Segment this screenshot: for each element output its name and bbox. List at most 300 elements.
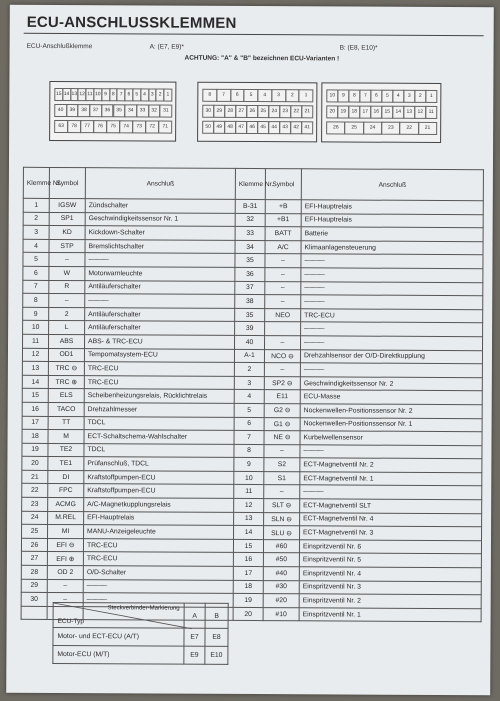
ecu-row (53, 645, 228, 664)
terminal-symbol: – (264, 363, 300, 377)
ecu-variant-a: E7 (184, 628, 205, 646)
terminal-connection: ECT-Magnetventil SLT (300, 499, 482, 514)
terminal-number: A-1 (234, 349, 264, 363)
terminal-number: 6 (234, 417, 264, 431)
ecu-type: Motor- und ECT-ECU (A/T) (53, 627, 184, 646)
terminal-number: 19 (233, 594, 263, 608)
terminal-symbol: 2 (49, 307, 85, 321)
terminal-connection: ——— (83, 593, 233, 607)
terminal-symbol: OD 2 (47, 565, 83, 579)
terminal-connection: ——— (83, 579, 233, 593)
connector-pin: 43 (279, 121, 291, 134)
connector-pin: 11 (425, 106, 437, 119)
terminal-number: 8 (234, 444, 264, 458)
terminal-symbol: ABS (49, 334, 85, 348)
terminal-connection: Antiläuferschalter (85, 307, 235, 321)
terminal-symbol: – (265, 336, 301, 350)
connector-block-1 (49, 81, 176, 142)
terminal-connection: Motorwarnleuchte (85, 267, 235, 281)
connector-pin: 13 (70, 88, 79, 101)
ecu-type-table (52, 602, 228, 665)
connector-pin: 15 (54, 88, 63, 101)
terminal-connection: Einspritzventil Nr. 1 (299, 608, 481, 623)
connector-pin: 12 (414, 106, 426, 119)
terminal-symbol: TT (48, 416, 84, 430)
connector-pin: 5 (132, 88, 141, 101)
connector-label: ECU-Anschlußklemme (26, 42, 93, 51)
connector-pin: 21 (418, 122, 437, 135)
terminal-connection: EFI-Hauptrelais (301, 213, 483, 228)
connector-pin: 25 (257, 105, 269, 118)
terminal-number: 7 (23, 280, 49, 294)
connector-pin: 9 (101, 88, 110, 101)
connector-pin: 36 (101, 104, 114, 117)
terminal-number: 22 (22, 484, 48, 498)
terminal-number: 4 (234, 390, 264, 404)
connector-pin: 42 (290, 121, 302, 134)
table-header-row (23, 167, 483, 200)
terminal-connection: Bremslichtschalter (85, 239, 235, 253)
terminal-symbol: EFI ⊖ (47, 538, 83, 552)
terminal-symbol: MI (48, 525, 84, 539)
variant-a-label: A: (E7, E9)* (149, 43, 184, 51)
terminal-symbol: E11 (264, 390, 300, 404)
terminal-symbol (265, 322, 301, 336)
terminal-connection: ECT-Magnetventil Nr. 2 (300, 458, 482, 473)
terminal-number: 18 (22, 429, 48, 443)
connector-pin: 14 (62, 88, 71, 101)
terminal-symbol: SLT ⊖ (264, 499, 300, 513)
terminal-symbol: – (265, 268, 301, 282)
connector-pin: 3 (271, 89, 286, 102)
terminal-connection: MANU-Anzeigeleuchte (84, 525, 234, 539)
col-header-terminal-2: Klemme Nr. (235, 168, 265, 199)
connector-pin: 49 (213, 121, 225, 134)
terminal-number: 27 (21, 552, 47, 566)
terminal-number: B-31 (235, 199, 265, 213)
document-page (6, 5, 494, 696)
connector-pin: 1 (299, 89, 314, 102)
terminal-symbol: SLN ⊖ (264, 512, 300, 526)
terminal-number: 36 (235, 267, 265, 281)
terminal-number: 15 (22, 389, 48, 403)
terminal-number: 17 (22, 416, 48, 430)
terminal-connection: Antiläuferschalter (85, 321, 235, 335)
terminal-symbol: – (265, 281, 301, 295)
terminal-number: 35 (235, 308, 265, 322)
connector-pin: 45 (257, 121, 269, 134)
terminal-symbol: L (49, 321, 85, 335)
terminal-number: 5 (23, 253, 49, 267)
terminal-connection: ——— (301, 268, 483, 283)
terminal-number: 9 (234, 458, 264, 472)
connector-pin: 32 (148, 104, 161, 117)
terminal-symbol: TRC ⊕ (48, 375, 84, 389)
terminal-number: 20 (22, 457, 48, 471)
connector-pin: 19 (337, 105, 349, 118)
col-header-connection-2: Anschluß (301, 169, 483, 201)
title-rule (24, 33, 484, 36)
connector-pin: 6 (124, 88, 133, 101)
terminal-number: 1 (23, 198, 49, 212)
connector-pin: 8 (202, 89, 217, 102)
terminal-connection: Kurbelwellensensor (300, 431, 482, 446)
terminal-symbol: #10 (263, 607, 299, 621)
terminal-connection: Kraftstoffpumpen-ECU (84, 484, 234, 498)
connector-pin: 23 (279, 105, 291, 118)
terminal-symbol: SP2 ⊖ (264, 376, 300, 390)
connector-pin: 16 (370, 106, 382, 119)
connector-pin: 24 (363, 122, 382, 135)
terminal-symbol: – (47, 579, 83, 593)
terminal-connection: Einspritzventil Nr. 5 (299, 553, 481, 568)
ecu-col-a: A (184, 603, 205, 628)
terminal-number: 33 (235, 227, 265, 241)
terminal-connection: ECT-Magnetventil Nr. 3 (300, 526, 482, 541)
connector-pin: 30 (202, 105, 214, 118)
connector-pin: 2 (285, 89, 300, 102)
col-header-connection: Anschluß (85, 168, 235, 200)
connector-pin: 9 (337, 89, 349, 102)
connector-pin: 22 (399, 122, 418, 135)
terminal-number: 2 (234, 363, 264, 377)
connector-pin: 26 (246, 105, 258, 118)
connector-pin: 3 (148, 88, 157, 101)
connector-pin: 26 (326, 121, 345, 134)
terminal-number: 24 (22, 511, 48, 525)
terminal-number: 23 (22, 497, 48, 511)
connector-pin: 7 (216, 89, 231, 102)
terminal-number: 6 (23, 266, 49, 280)
terminal-connection: ——— (300, 444, 482, 459)
terminal-number: 11 (234, 485, 264, 499)
terminal-symbol: #40 (263, 567, 299, 581)
connector-pin: 23 (381, 122, 400, 135)
connector-pin: 10 (93, 88, 102, 101)
terminal-connection: Batterie (301, 227, 483, 242)
terminal-number: 25 (22, 525, 48, 539)
connector-pin: 3 (403, 90, 415, 103)
terminal-connection: ——— (301, 336, 483, 351)
terminal-symbol: NEO (265, 308, 301, 322)
connector-pin: 2 (414, 90, 426, 103)
connector-pin: 2 (156, 89, 165, 102)
connector-pin: 6 (230, 89, 245, 102)
connector-pin: 6 (370, 90, 382, 103)
variant-b-label: B: (E8, E10)* (339, 44, 378, 52)
connector-pin: 72 (145, 120, 159, 133)
terminal-symbol: – (265, 254, 301, 268)
connector-pin: 22 (290, 105, 302, 118)
terminal-connection: ECT-Magnetventil Nr. 4 (300, 512, 482, 527)
col-header-symbol-2: Symbol (265, 169, 301, 200)
terminal-connection: O/D-Schalter (83, 566, 233, 580)
terminal-connection: Einspritzventil Nr. 4 (299, 567, 481, 582)
connector-pin: 28 (224, 105, 236, 118)
terminal-connection: EFI-Hauptrelais (84, 511, 234, 525)
connector-pin: 8 (348, 90, 360, 103)
terminal-connection: A/C-Magnetkupplungsrelais (84, 498, 234, 512)
ecu-col-b: B (205, 603, 228, 628)
connector-pin: 44 (268, 121, 280, 134)
connector-pin: 76 (93, 120, 107, 133)
connector-pin: 50 (202, 121, 214, 134)
terminal-connection: Zündschalter (85, 199, 235, 213)
connector-pin: 18 (348, 106, 360, 119)
terminal-symbol: – (47, 593, 83, 607)
terminal-connection: TDCL (84, 416, 234, 430)
connector-pin: 24 (268, 105, 280, 118)
terminal-number: 8 (23, 293, 49, 307)
terminal-connection: ECT-Schaltschema-Wahlschalter (84, 430, 234, 444)
connector-pin: 5 (244, 89, 259, 102)
connector-pin: 1 (425, 90, 437, 103)
terminal-connection: ——— (85, 253, 235, 267)
connector-pin: 48 (224, 121, 236, 134)
connector-pin: 73 (132, 120, 146, 133)
terminal-symbol: – (264, 444, 300, 458)
terminal-symbol: G2 ⊖ (264, 403, 300, 417)
connector-pin: 7 (117, 88, 126, 101)
connector-pin: 75 (106, 120, 120, 133)
connector-pin: 17 (359, 106, 371, 119)
terminal-number: 29 (21, 579, 47, 593)
terminal-number: 16 (22, 402, 48, 416)
terminal-symbol: – (49, 294, 85, 308)
connector-pin: 47 (235, 121, 247, 134)
connector-pin: 63 (54, 120, 68, 133)
terminal-number: 9 (23, 307, 49, 321)
connector-block-2 (197, 82, 317, 143)
terminal-symbol: #50 (263, 553, 299, 567)
terminal-connection: Nockenwellen-Positionssensor Nr. 1 (300, 417, 482, 432)
connector-pin: 4 (392, 90, 404, 103)
terminal-number: 2 (23, 212, 49, 226)
connector-pin: 34 (124, 104, 137, 117)
terminal-number: 14 (234, 526, 264, 540)
terminal-connection: Scheibenheizungsrelais, Rücklichtrelais (84, 389, 234, 403)
terminal-number: 38 (235, 295, 265, 309)
connector-pin: 33 (136, 104, 149, 117)
terminal-connection: Geschwindigkeitssensor Nr. 2 (300, 376, 482, 391)
terminal-symbol: TE2 (48, 443, 84, 457)
connector-pin: 27 (235, 105, 247, 118)
connector-pin: 25 (344, 121, 363, 134)
terminal-number: 37 (235, 281, 265, 295)
terminal-number: 10 (234, 471, 264, 485)
ecu-variant-b: E8 (205, 628, 228, 646)
terminal-number: 39 (235, 322, 265, 336)
variant-note: ACHTUNG: "A" & "B" bezeichnen ECU-Varianten ! (184, 54, 340, 63)
terminal-connection: ——— (301, 281, 483, 296)
terminal-connection: TRC-ECU (83, 552, 233, 566)
connector-pin: 4 (257, 89, 272, 102)
connector-pin: 4 (140, 88, 149, 101)
col-header-symbol: Symbol (49, 167, 85, 198)
connector-pin: 41 (301, 121, 313, 134)
terminal-number: 13 (234, 512, 264, 526)
connector-diagram (49, 73, 439, 169)
connector-pin: 77 (80, 120, 94, 133)
terminal-symbol: M.REL (48, 511, 84, 525)
connector-pin: 1 (163, 89, 172, 102)
terminal-symbol: TE1 (48, 457, 84, 471)
terminal-number: 11 (23, 334, 49, 348)
connector-pin: 12 (78, 88, 87, 101)
terminal-number: 4 (23, 239, 49, 253)
terminal-connection: Tempomatsystem-ECU (84, 348, 234, 362)
terminal-symbol: R (49, 280, 85, 294)
terminal-connection: Kraftstoffpumpen-ECU (84, 471, 234, 485)
terminal-symbol: SP1 (49, 212, 85, 226)
connector-pin: 13 (403, 106, 415, 119)
terminal-symbol: DI (48, 470, 84, 484)
terminal-number: 19 (22, 443, 48, 457)
connector-pin: 74 (119, 120, 133, 133)
ecu-diag-cell (53, 602, 184, 628)
terminal-number (21, 606, 47, 620)
terminal-symbol: TRC ⊖ (48, 362, 84, 376)
terminal-number: 28 (21, 565, 47, 579)
col-header-terminal: Klemme Nr. (23, 167, 49, 198)
terminal-symbol: S1 (264, 471, 300, 485)
terminal-connection: TRC-ECU (84, 375, 234, 389)
terminal-symbol: #30 (263, 580, 299, 594)
connector-pin: 71 (158, 121, 172, 134)
terminal-connection: EFI-Hauptrelais (301, 200, 483, 215)
connector-pin: 46 (246, 121, 258, 134)
terminal-symbol: #60 (263, 539, 299, 553)
terminal-connection: Einspritzventil Nr. 2 (299, 594, 481, 609)
page-title: ECU-ANSCHLUSSKLEMMEN (26, 13, 237, 32)
connector-pin: 38 (78, 104, 91, 117)
terminal-symbol: SLU ⊖ (264, 526, 300, 540)
terminal-connection: ——— (85, 294, 235, 308)
terminal-number: 13 (22, 361, 48, 375)
terminal-number: 3 (234, 376, 264, 390)
terminal-symbol: S2 (264, 458, 300, 472)
connector-pin: 11 (85, 88, 94, 101)
terminal-number: 14 (22, 375, 48, 389)
ecu-type-label: ECU-Typ (57, 617, 84, 626)
connector-pin: 20 (326, 105, 338, 118)
terminal-symbol: +B1 (265, 213, 301, 227)
terminal-symbol: – (264, 485, 300, 499)
terminal-connection: Geschwindigkeitssensor Nr. 1 (85, 212, 235, 226)
terminal-symbol: #20 (263, 594, 299, 608)
connector-pin: 31 (160, 105, 173, 118)
terminal-symbol: TACO (48, 402, 84, 416)
terminal-symbol: OD1 (48, 348, 84, 362)
connector-block-3 (321, 82, 441, 143)
terminal-connection: ABS- & TRC-ECU (85, 335, 235, 349)
terminal-number: 7 (234, 431, 264, 445)
terminal-symbol: FPC (48, 484, 84, 498)
terminal-number: 10 (23, 321, 49, 335)
terminal-number: 32 (235, 213, 265, 227)
terminal-symbol: NE ⊖ (264, 431, 300, 445)
connector-pin: 10 (326, 89, 338, 102)
terminal-connection: Klimaanlagensteuerung (301, 241, 483, 256)
terminal-symbol: KD (49, 226, 85, 240)
terminal-connection: ——— (301, 254, 483, 269)
terminal-symbol: ACMG (48, 498, 84, 512)
terminal-number: 26 (21, 538, 47, 552)
terminal-table (21, 167, 484, 626)
terminal-number: 3 (23, 225, 49, 239)
terminal-symbol: STP (49, 239, 85, 253)
terminal-number: 16 (233, 553, 263, 567)
terminal-connection: Einspritzventil Nr. 6 (299, 540, 481, 555)
connector-pin: 29 (213, 105, 225, 118)
terminal-connection: ——— (300, 485, 482, 500)
terminal-connection: Einspritzventil Nr. 3 (299, 580, 481, 595)
connector-marking-label: Steckverbinder-Markierung (107, 605, 180, 612)
terminal-number: 21 (22, 470, 48, 484)
terminal-symbol: – (265, 295, 301, 309)
terminal-symbol: +B (265, 200, 301, 214)
terminal-symbol: M (48, 430, 84, 444)
terminal-connection: ——— (301, 295, 483, 310)
terminal-connection: TRC-ECU (84, 362, 234, 376)
ecu-type: Motor-ECU (M/T) (53, 645, 184, 664)
connector-pin: 5 (381, 90, 393, 103)
terminal-number: 12 (234, 498, 264, 512)
terminal-symbol: G1 ⊖ (264, 417, 300, 431)
terminal-number: 18 (233, 580, 263, 594)
ecu-header-row (53, 602, 228, 628)
terminal-symbol: – (49, 253, 85, 267)
terminal-connection: Drehzahlmesser (84, 403, 234, 417)
connector-pin: 21 (301, 105, 313, 118)
terminal-connection: Kickdown-Schalter (85, 226, 235, 240)
terminal-symbol: IGSW (49, 198, 85, 212)
ecu-variant-a: E9 (184, 646, 205, 664)
connector-pin: 37 (89, 104, 102, 117)
terminal-number: 40 (235, 335, 265, 349)
terminal-connection: ECU-Masse (300, 390, 482, 405)
terminal-connection: ——— (300, 363, 482, 378)
connector-pin: 14 (392, 106, 404, 119)
connector-pin: 15 (381, 106, 393, 119)
terminal-symbol: BATT (265, 227, 301, 241)
terminal-symbol: EFI ⊕ (47, 552, 83, 566)
connector-pin: 8 (109, 88, 118, 101)
terminal-symbol: A/C (265, 240, 301, 254)
connector-pin: 39 (66, 104, 79, 117)
terminal-number: 17 (233, 566, 263, 580)
connector-pin: 78 (67, 120, 81, 133)
ecu-row (53, 627, 228, 646)
terminal-connection: TDCL (84, 443, 234, 457)
terminal-number: 20 (233, 607, 263, 621)
terminal-symbol: W (49, 266, 85, 280)
terminal-number: 12 (22, 348, 48, 362)
terminal-symbol: ELS (48, 389, 84, 403)
terminal-number: 34 (235, 240, 265, 254)
terminal-number: 30 (21, 593, 47, 607)
terminal-symbol: NCO ⊖ (264, 349, 300, 363)
ecu-variant-b: E10 (205, 646, 228, 664)
connector-pin: 7 (359, 90, 371, 103)
terminal-connection: TRC-ECU (301, 309, 483, 324)
connector-pin: 35 (113, 104, 126, 117)
terminal-connection: Nockenwellen-Positionssensor Nr. 2 (300, 404, 482, 419)
terminal-connection: Prüfanschluß, TDCL (84, 457, 234, 471)
terminal-number: 35 (235, 254, 265, 268)
terminal-number: 15 (233, 539, 263, 553)
terminal-connection: ECT-Magnetventil Nr. 1 (300, 472, 482, 487)
